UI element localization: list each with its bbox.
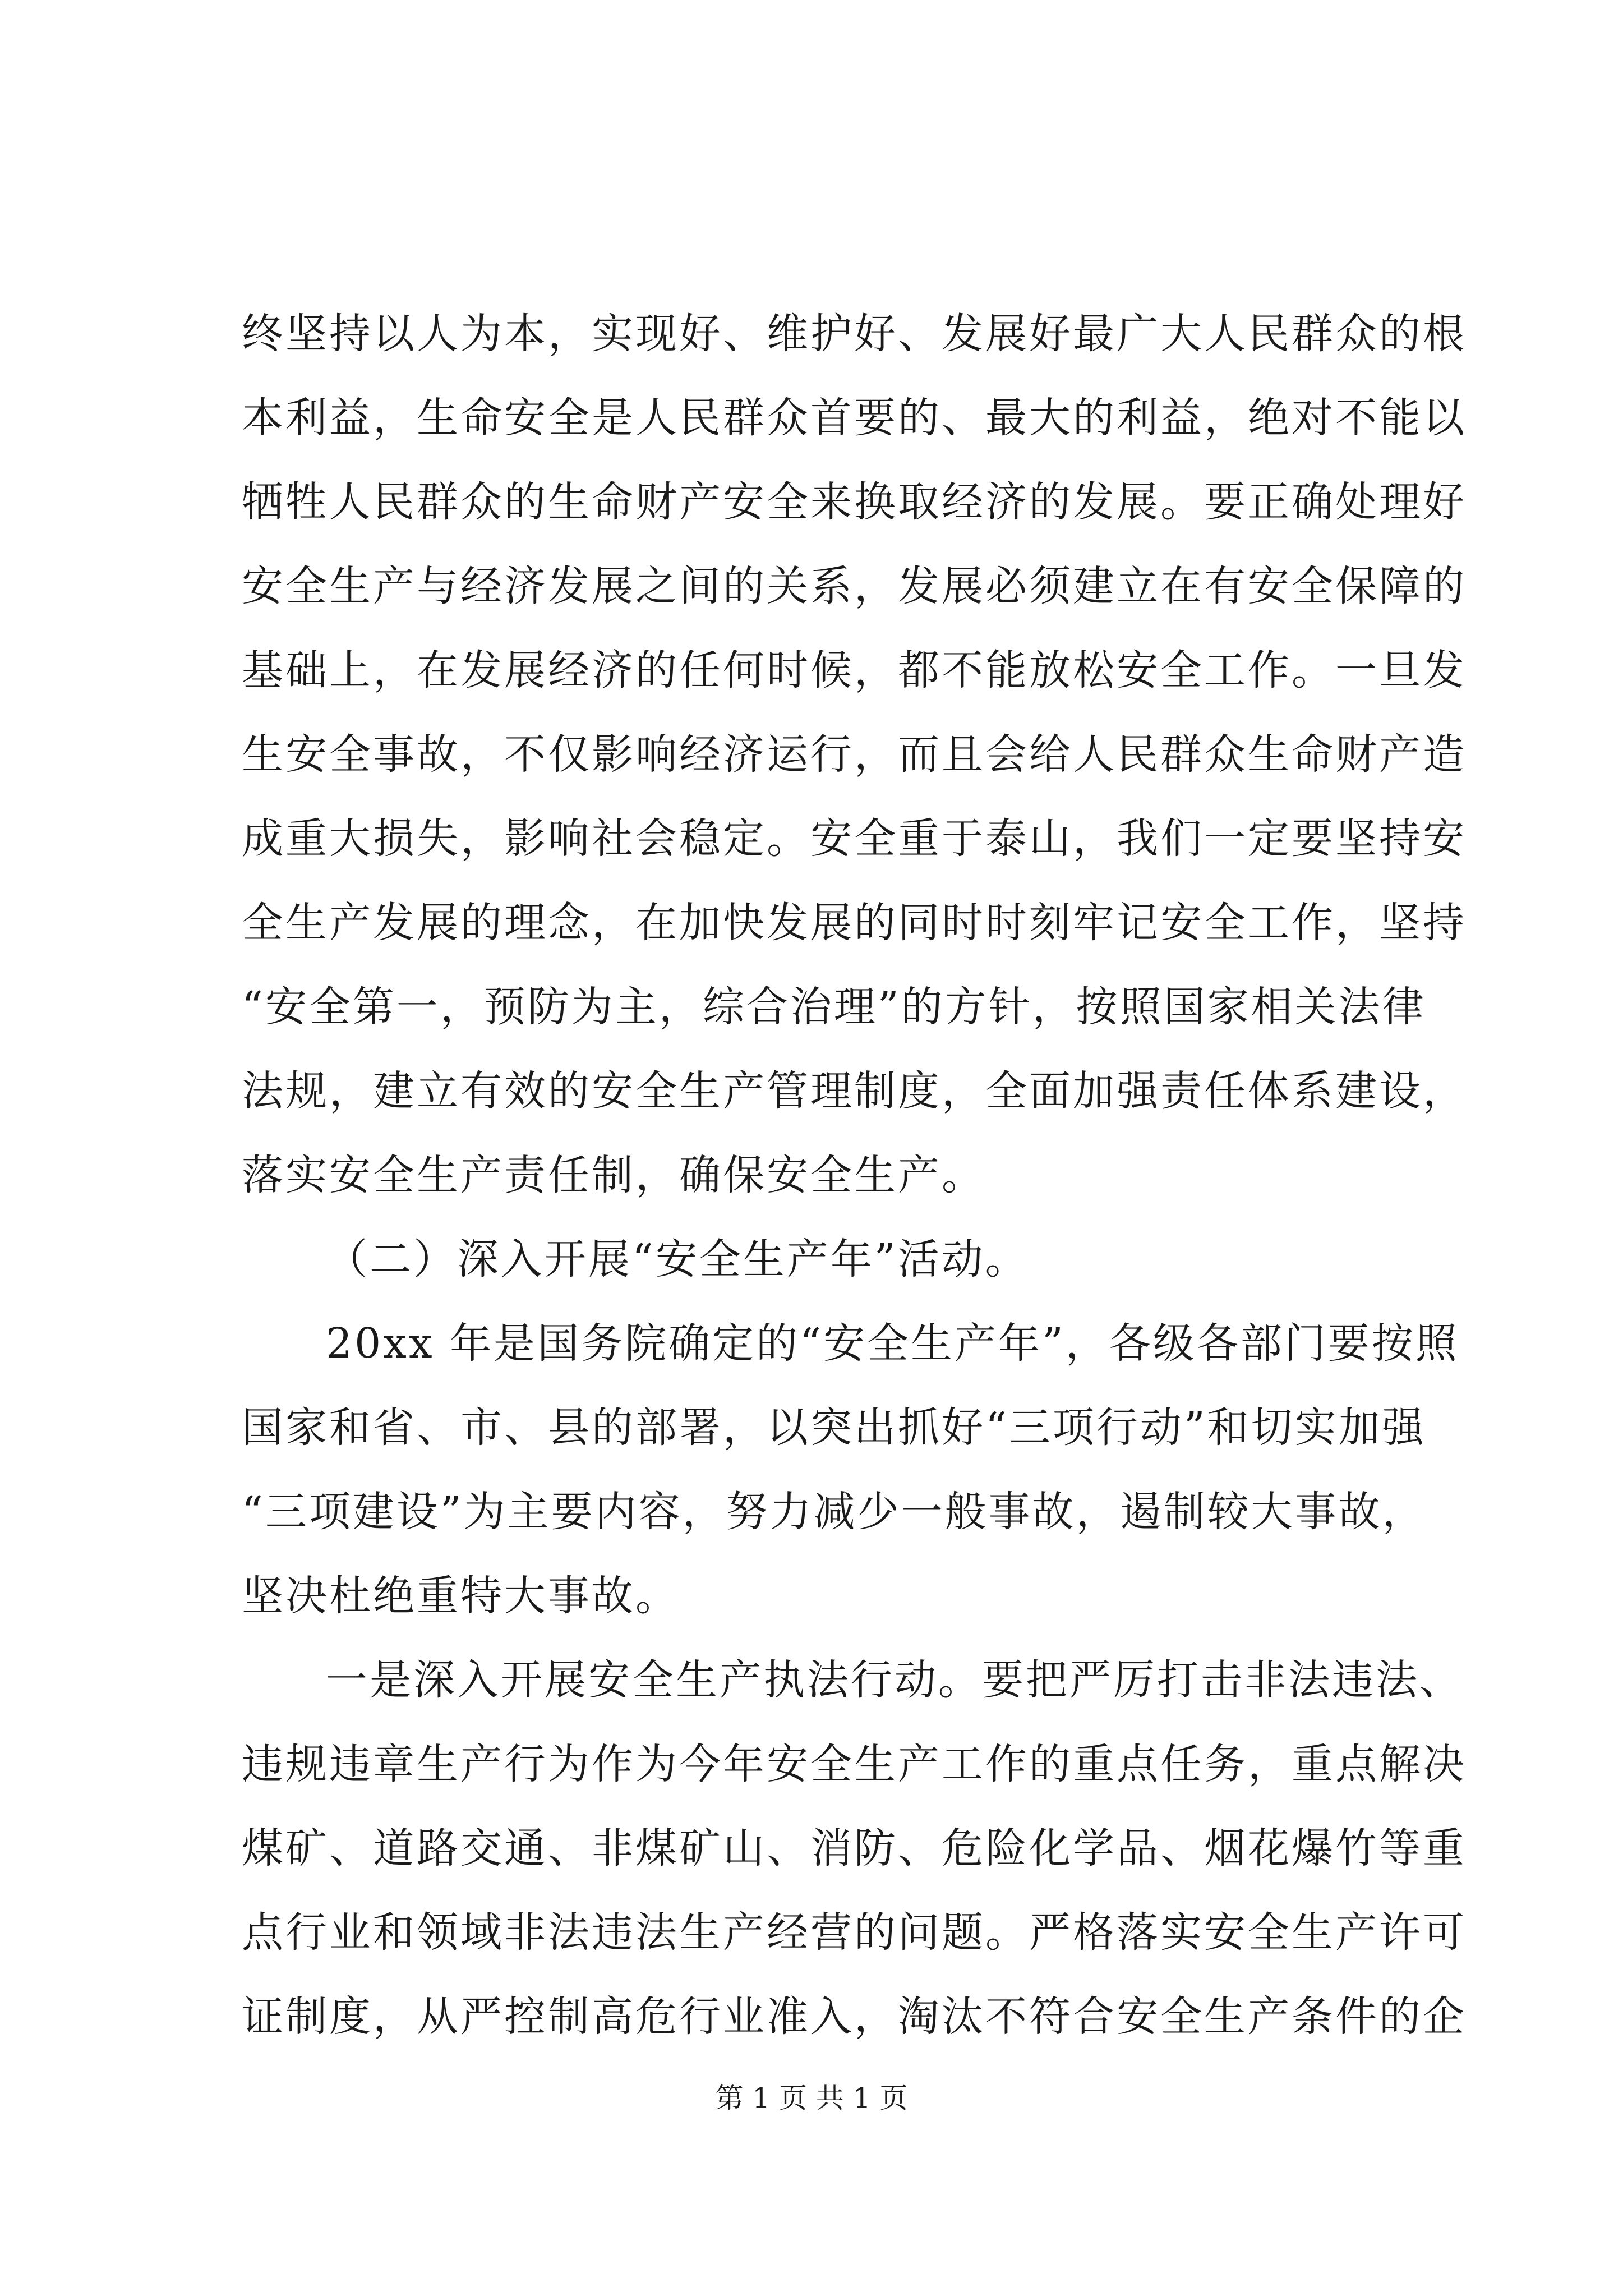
- text-line: 本利益，生命安全是人民群众首要的、最大的利益，绝对不能以: [242, 394, 1467, 442]
- text-line: 国家和省、市、县的部署，以突出抓好“三项行动”和切实加强: [242, 1404, 1426, 1452]
- text-line: 证制度，从严控制高危行业准入，淘汰不符合安全生产条件的企: [242, 1993, 1467, 2041]
- text-line: 坚决杜绝重特大事故。: [242, 1572, 679, 1620]
- paragraph-1: [242, 292, 1467, 1217]
- heading-line: （二）深入开展“安全生产年”活动。: [326, 1235, 1029, 1283]
- text-line: 违规违章生产行为作为今年安全生产工作的重点任务，重点解决: [242, 1740, 1467, 1788]
- text-line: 成重大损失，影响社会稳定。安全重于泰山，我们一定要坚持安: [242, 815, 1467, 863]
- text-line: 终坚持以人为本，实现好、维护好、发展好最广大人民群众的根: [242, 310, 1467, 358]
- document-body: [242, 292, 1467, 2059]
- text-line: 安全生产与经济发展之间的关系，发展必须建立在有安全保障的: [242, 562, 1467, 610]
- text-line: 一是深入开展安全生产执法行动。要把严厉打击非法违法、: [326, 1656, 1463, 1704]
- text-line: 20xx 年是国务院确定的“安全生产年”，各级各部门要按照: [326, 1319, 1459, 1368]
- text-line: 煤矿、道路交通、非煤矿山、消防、危险化学品、烟花爆竹等重: [242, 1824, 1467, 1872]
- text-line: 法规，建立有效的安全生产管理制度，全面加强责任体系建设，: [242, 1067, 1467, 1115]
- text-line: 全生产发展的理念，在加快发展的同时时刻牢记安全工作，坚持: [242, 899, 1467, 947]
- text-line: “三项建设”为主要内容，努力减少一般事故，遏制较大事故，: [242, 1488, 1426, 1536]
- page-footer: 第 1 页 共 1 页: [715, 2082, 908, 2114]
- paragraph-2: [242, 1301, 1459, 1638]
- text-line: “安全第一，预防为主，综合治理”的方针，按照国家相关法律: [242, 983, 1426, 1031]
- text-line: 基础上，在发展经济的任何时候，都不能放松安全工作。一旦发: [242, 646, 1467, 694]
- text-line: 生安全事故，不仅影响经济运行，而且会给人民群众生命财产造: [242, 730, 1467, 779]
- paragraph-3: [242, 1638, 1467, 2059]
- text-line: 牺牲人民群众的生命财产安全来换取经济的发展。要正确处理好: [242, 478, 1467, 526]
- text-line: 落实安全生产责任制，确保安全生产。: [242, 1151, 985, 1199]
- text-line: 点行业和领域非法违法生产经营的问题。严格落实安全生产许可: [242, 1908, 1467, 1957]
- section-heading: [242, 1217, 1418, 1301]
